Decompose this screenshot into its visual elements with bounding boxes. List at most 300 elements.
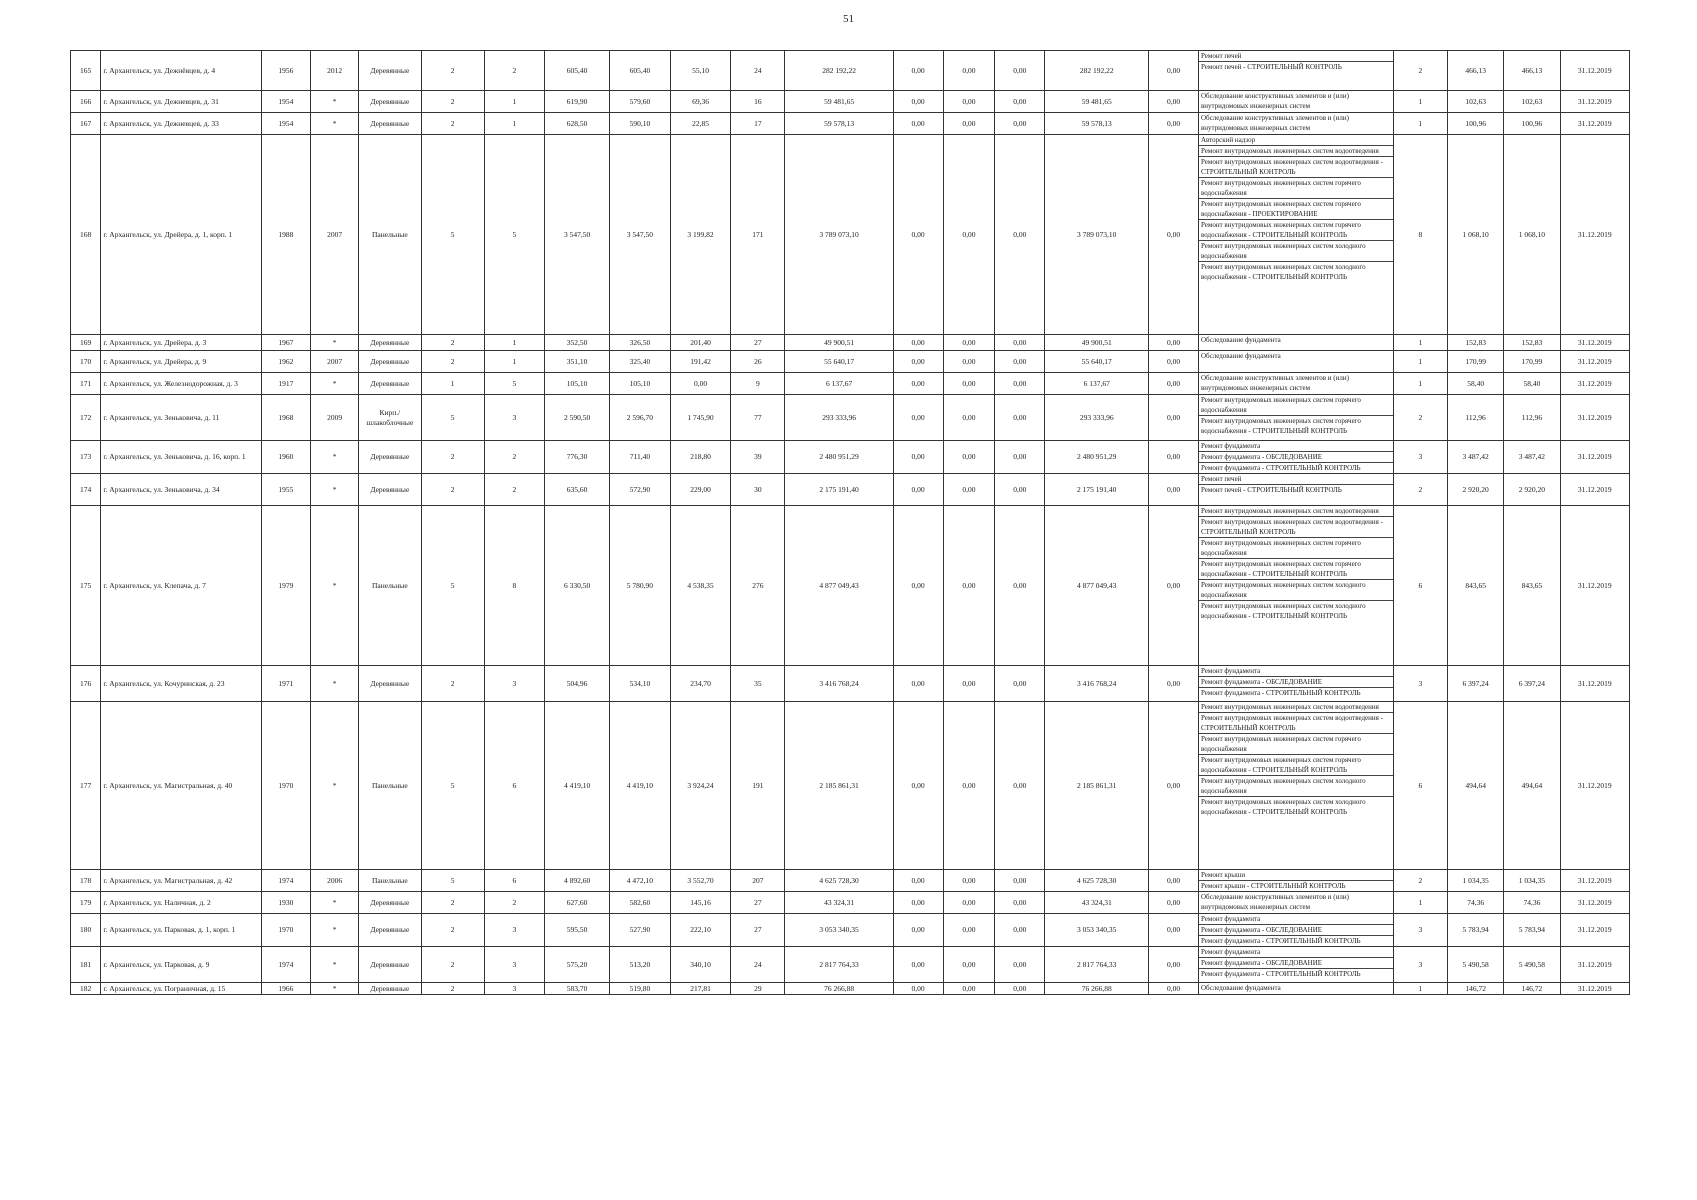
area-nonres-cell: 3 552,70	[670, 870, 731, 892]
fund-local-cell: 0,00	[995, 983, 1045, 995]
area-nonres-cell: 191,42	[670, 351, 731, 373]
address-cell: г. Архангельск, ул. Дрейера, д. 9	[101, 351, 261, 373]
unit-cost-cell: 152,83	[1447, 335, 1503, 351]
area-total-cell: 105,10	[545, 373, 610, 395]
deadline-cell: 31.12.2019	[1560, 51, 1629, 91]
area-residential-cell: 527,90	[610, 914, 671, 947]
table-row	[71, 506, 1630, 666]
fund-other-cell: 0,00	[1149, 441, 1199, 474]
fund-owners-cell: 43 324,31	[1045, 892, 1149, 914]
fund-owners-cell: 282 192,22	[1045, 51, 1149, 91]
area-nonres-cell: 340,10	[670, 947, 731, 983]
fund-region-cell: 0,00	[943, 441, 995, 474]
fund-owners-cell: 2 817 764,33	[1045, 947, 1149, 983]
fund-federal-cell: 0,00	[893, 474, 943, 506]
row-number: 182	[71, 983, 101, 995]
works-count-cell: 8	[1393, 135, 1447, 335]
year-overhaul-cell: 2006	[311, 870, 359, 892]
works-list-cell	[1198, 474, 1393, 506]
fund-local-cell: 0,00	[995, 506, 1045, 666]
entrances-cell: 1	[484, 351, 545, 373]
residents-cell: 35	[731, 666, 785, 702]
unit-cost-cell: 102,63	[1447, 91, 1503, 113]
area-nonres-cell: 69,36	[670, 91, 731, 113]
work-item: Ремонт внутридомовых инженерных систем водоотведения	[1199, 146, 1393, 157]
deadline-cell: 31.12.2019	[1560, 892, 1629, 914]
row-number: 174	[71, 474, 101, 506]
fund-owners-cell: 3 416 768,24	[1045, 666, 1149, 702]
area-nonres-cell: 3 924,24	[670, 702, 731, 870]
fund-federal-cell: 0,00	[893, 441, 943, 474]
works-list-cell	[1198, 51, 1393, 91]
area-total-cell: 595,50	[545, 914, 610, 947]
works-list-cell	[1198, 506, 1393, 666]
works-list-cell	[1198, 395, 1393, 441]
fund-region-cell: 0,00	[943, 702, 995, 870]
cost-total-cell: 2 175 191,40	[785, 474, 893, 506]
entrances-cell: 3	[484, 983, 545, 995]
unit-cost-cell: 6 397,24	[1447, 666, 1503, 702]
year-built-cell: 1968	[261, 395, 311, 441]
year-overhaul-cell: 2012	[311, 51, 359, 91]
works-count-cell: 2	[1393, 870, 1447, 892]
fund-owners-cell: 59 481,65	[1045, 91, 1149, 113]
fund-other-cell: 0,00	[1149, 870, 1199, 892]
fund-federal-cell: 0,00	[893, 983, 943, 995]
work-item: Ремонт фундамента - ОБСЛЕДОВАНИЕ	[1199, 958, 1393, 969]
year-built-cell: 1954	[261, 113, 311, 135]
capital-repair-register-table	[70, 50, 1630, 995]
fund-federal-cell: 0,00	[893, 373, 943, 395]
residents-cell: 276	[731, 506, 785, 666]
year-overhaul-cell: *	[311, 441, 359, 474]
works-list-cell	[1198, 135, 1393, 335]
table-body	[71, 51, 1630, 995]
work-item: Ремонт внутридомовых инженерных систем горячего водоснабжения - СТРОИТЕЛЬНЫЙ КОНТРОЛЬ	[1199, 559, 1393, 580]
fund-owners-cell: 49 900,51	[1045, 335, 1149, 351]
residents-cell: 207	[731, 870, 785, 892]
wall-material-cell: Деревянные	[358, 441, 421, 474]
fund-owners-cell: 4 877 049,43	[1045, 506, 1149, 666]
residents-cell: 30	[731, 474, 785, 506]
fund-federal-cell: 0,00	[893, 395, 943, 441]
works-list-cell	[1198, 373, 1393, 395]
area-total-cell: 351,10	[545, 351, 610, 373]
fund-owners-cell: 2 480 951,29	[1045, 441, 1149, 474]
area-nonres-cell: 218,80	[670, 441, 731, 474]
residents-cell: 29	[731, 983, 785, 995]
fund-region-cell: 0,00	[943, 51, 995, 91]
area-residential-cell: 325,40	[610, 351, 671, 373]
deadline-cell: 31.12.2019	[1560, 474, 1629, 506]
year-overhaul-cell: *	[311, 91, 359, 113]
fund-other-cell: 0,00	[1149, 892, 1199, 914]
floors-cell: 2	[421, 113, 484, 135]
area-total-cell: 776,30	[545, 441, 610, 474]
fund-federal-cell: 0,00	[893, 870, 943, 892]
works-count-cell: 1	[1393, 351, 1447, 373]
area-residential-cell: 572,90	[610, 474, 671, 506]
year-overhaul-cell: *	[311, 914, 359, 947]
deadline-cell: 31.12.2019	[1560, 666, 1629, 702]
floors-cell: 2	[421, 892, 484, 914]
year-built-cell: 1974	[261, 947, 311, 983]
work-item: Ремонт фундамента - СТРОИТЕЛЬНЫЙ КОНТРОЛЬ	[1200, 970, 1361, 978]
floors-cell: 2	[421, 666, 484, 702]
fund-local-cell: 0,00	[995, 702, 1045, 870]
year-overhaul-cell: *	[311, 702, 359, 870]
fund-other-cell: 0,00	[1149, 506, 1199, 666]
area-residential-cell: 513,20	[610, 947, 671, 983]
deadline-cell: 31.12.2019	[1560, 335, 1629, 351]
cost-total-cell: 76 266,88	[785, 983, 893, 995]
fund-other-cell: 0,00	[1149, 914, 1199, 947]
unit-cost-cell: 2 920,20	[1447, 474, 1503, 506]
address-cell: г. Архангельск, ул. Кочуринская, д. 23	[101, 666, 261, 702]
row-number: 175	[71, 506, 101, 666]
fund-federal-cell: 0,00	[893, 335, 943, 351]
area-total-cell: 3 547,50	[545, 135, 610, 335]
work-item: Обследование конструктивных элементов и (или) внутридомовых инженерных систем	[1200, 374, 1349, 392]
fund-federal-cell: 0,00	[893, 947, 943, 983]
floors-cell: 2	[421, 474, 484, 506]
fund-other-cell: 0,00	[1149, 702, 1199, 870]
area-total-cell: 628,50	[545, 113, 610, 135]
area-total-cell: 4 419,10	[545, 702, 610, 870]
fund-region-cell: 0,00	[943, 506, 995, 666]
year-overhaul-cell: *	[311, 335, 359, 351]
address-cell: г. Архангельск, ул. Дежнёвцев, д. 4	[101, 51, 261, 91]
table-row	[71, 892, 1630, 914]
cost-total-cell: 4 625 728,30	[785, 870, 893, 892]
floors-cell: 2	[421, 983, 484, 995]
fund-local-cell: 0,00	[995, 335, 1045, 351]
work-item: Ремонт печей - СТРОИТЕЛЬНЫЙ КОНТРОЛЬ	[1200, 486, 1342, 494]
residents-cell: 9	[731, 373, 785, 395]
year-overhaul-cell: *	[311, 474, 359, 506]
entrances-cell: 2	[484, 51, 545, 91]
unit-cost-max-cell: 102,63	[1504, 91, 1560, 113]
area-residential-cell: 579,60	[610, 91, 671, 113]
area-residential-cell: 582,60	[610, 892, 671, 914]
fund-owners-cell: 3 789 073,10	[1045, 135, 1149, 335]
wall-material-cell: Деревянные	[358, 947, 421, 983]
area-residential-cell: 326,50	[610, 335, 671, 351]
row-number: 170	[71, 351, 101, 373]
fund-region-cell: 0,00	[943, 135, 995, 335]
fund-region-cell: 0,00	[943, 666, 995, 702]
address-cell: г. Архангельск, ул. Дежневцев, д. 31	[101, 91, 261, 113]
work-item: Ремонт фундамента	[1199, 914, 1393, 925]
residents-cell: 26	[731, 351, 785, 373]
residents-cell: 191	[731, 702, 785, 870]
floors-cell: 2	[421, 947, 484, 983]
residents-cell: 27	[731, 892, 785, 914]
address-cell: г. Архангельск, ул. Зеньковича, д. 16, корп. 1	[101, 441, 261, 474]
fund-owners-cell: 3 053 340,35	[1045, 914, 1149, 947]
deadline-cell: 31.12.2019	[1560, 702, 1629, 870]
area-total-cell: 635,60	[545, 474, 610, 506]
unit-cost-cell: 3 487,42	[1447, 441, 1503, 474]
deadline-cell: 31.12.2019	[1560, 870, 1629, 892]
year-built-cell: 1930	[261, 892, 311, 914]
row-number: 180	[71, 914, 101, 947]
work-item: Ремонт фундамента - СТРОИТЕЛЬНЫЙ КОНТРОЛЬ	[1200, 689, 1361, 697]
address-cell: г. Архангельск, ул. Зеньковича, д. 34	[101, 474, 261, 506]
work-item: Ремонт фундамента - ОБСЛЕДОВАНИЕ	[1199, 452, 1393, 463]
work-item: Ремонт внутридомовых инженерных систем горячего водоснабжения - ПРОЕКТИРОВАНИЕ	[1199, 199, 1393, 220]
unit-cost-cell: 466,13	[1447, 51, 1503, 91]
year-overhaul-cell: *	[311, 892, 359, 914]
fund-owners-cell: 2 185 861,31	[1045, 702, 1149, 870]
deadline-cell: 31.12.2019	[1560, 373, 1629, 395]
table-row	[71, 914, 1630, 947]
unit-cost-max-cell: 1 034,35	[1504, 870, 1560, 892]
cost-total-cell: 6 137,67	[785, 373, 893, 395]
unit-cost-max-cell: 494,64	[1504, 702, 1560, 870]
works-list-cell	[1198, 702, 1393, 870]
year-built-cell: 1988	[261, 135, 311, 335]
area-residential-cell: 105,10	[610, 373, 671, 395]
works-count-cell: 1	[1393, 373, 1447, 395]
wall-material-cell: Деревянные	[358, 335, 421, 351]
floors-cell: 2	[421, 51, 484, 91]
fund-local-cell: 0,00	[995, 441, 1045, 474]
cost-total-cell: 282 192,22	[785, 51, 893, 91]
deadline-cell: 31.12.2019	[1560, 113, 1629, 135]
work-item: Авторский надзор	[1199, 135, 1393, 146]
table-row	[71, 947, 1630, 983]
year-built-cell: 1966	[261, 983, 311, 995]
fund-local-cell: 0,00	[995, 135, 1045, 335]
unit-cost-max-cell: 146,72	[1504, 983, 1560, 995]
fund-other-cell: 0,00	[1149, 395, 1199, 441]
wall-material-cell: Деревянные	[358, 51, 421, 91]
wall-material-cell: Деревянные	[358, 914, 421, 947]
entrances-cell: 8	[484, 506, 545, 666]
cost-total-cell: 3 789 073,10	[785, 135, 893, 335]
row-number: 165	[71, 51, 101, 91]
wall-material-cell: Деревянные	[358, 892, 421, 914]
floors-cell: 5	[421, 135, 484, 335]
deadline-cell: 31.12.2019	[1560, 947, 1629, 983]
work-item: Ремонт фундамента	[1199, 441, 1393, 452]
fund-other-cell: 0,00	[1149, 373, 1199, 395]
works-list-cell	[1198, 870, 1393, 892]
unit-cost-max-cell: 2 920,20	[1504, 474, 1560, 506]
area-residential-cell: 2 596,70	[610, 395, 671, 441]
fund-local-cell: 0,00	[995, 91, 1045, 113]
unit-cost-max-cell: 5 490,58	[1504, 947, 1560, 983]
year-overhaul-cell: *	[311, 983, 359, 995]
deadline-cell: 31.12.2019	[1560, 91, 1629, 113]
works-list-cell	[1198, 441, 1393, 474]
work-item: Ремонт внутридомовых инженерных систем горячего водоснабжения	[1199, 734, 1393, 755]
deadline-cell: 31.12.2019	[1560, 914, 1629, 947]
works-list-cell	[1198, 892, 1393, 914]
year-overhaul-cell: 2007	[311, 135, 359, 335]
table-row	[71, 91, 1630, 113]
work-item: Обследование фундамента	[1200, 984, 1281, 992]
area-nonres-cell: 0,00	[670, 373, 731, 395]
works-count-cell: 6	[1393, 702, 1447, 870]
area-total-cell: 627,60	[545, 892, 610, 914]
unit-cost-cell: 1 034,35	[1447, 870, 1503, 892]
fund-region-cell: 0,00	[943, 335, 995, 351]
wall-material-cell: Деревянные	[358, 474, 421, 506]
area-nonres-cell: 4 538,35	[670, 506, 731, 666]
fund-local-cell: 0,00	[995, 395, 1045, 441]
works-count-cell: 2	[1393, 395, 1447, 441]
entrances-cell: 3	[484, 666, 545, 702]
entrances-cell: 6	[484, 702, 545, 870]
unit-cost-cell: 494,64	[1447, 702, 1503, 870]
deadline-cell: 31.12.2019	[1560, 441, 1629, 474]
year-overhaul-cell: 2009	[311, 395, 359, 441]
cost-total-cell: 3 416 768,24	[785, 666, 893, 702]
area-nonres-cell: 201,40	[670, 335, 731, 351]
year-built-cell: 1917	[261, 373, 311, 395]
work-item: Ремонт внутридомовых инженерных систем холодного водоснабжения	[1199, 776, 1393, 797]
fund-region-cell: 0,00	[943, 474, 995, 506]
deadline-cell: 31.12.2019	[1560, 351, 1629, 373]
table-row	[71, 441, 1630, 474]
unit-cost-max-cell: 3 487,42	[1504, 441, 1560, 474]
unit-cost-max-cell: 6 397,24	[1504, 666, 1560, 702]
work-item: Ремонт внутридомовых инженерных систем холодного водоснабжения - СТРОИТЕЛЬНЫЙ КОНТРОЛЬ	[1200, 798, 1366, 816]
year-built-cell: 1974	[261, 870, 311, 892]
fund-federal-cell: 0,00	[893, 702, 943, 870]
fund-federal-cell: 0,00	[893, 51, 943, 91]
deadline-cell: 31.12.2019	[1560, 506, 1629, 666]
deadline-cell: 31.12.2019	[1560, 395, 1629, 441]
unit-cost-max-cell: 100,96	[1504, 113, 1560, 135]
works-list-cell	[1198, 113, 1393, 135]
unit-cost-max-cell: 58,40	[1504, 373, 1560, 395]
work-item: Ремонт внутридомовых инженерных систем водоотведения - СТРОИТЕЛЬНЫЙ КОНТРОЛЬ	[1199, 157, 1393, 178]
entrances-cell: 3	[484, 947, 545, 983]
fund-federal-cell: 0,00	[893, 892, 943, 914]
address-cell: г. Архангельск, ул. Магистральная, д. 40	[101, 702, 261, 870]
area-residential-cell: 590,10	[610, 113, 671, 135]
works-count-cell: 1	[1393, 91, 1447, 113]
fund-owners-cell: 6 137,67	[1045, 373, 1149, 395]
entrances-cell: 5	[484, 135, 545, 335]
area-residential-cell: 711,40	[610, 441, 671, 474]
residents-cell: 27	[731, 335, 785, 351]
cost-total-cell: 3 053 340,35	[785, 914, 893, 947]
floors-cell: 5	[421, 506, 484, 666]
fund-owners-cell: 55 640,17	[1045, 351, 1149, 373]
table-row	[71, 351, 1630, 373]
year-overhaul-cell: *	[311, 947, 359, 983]
deadline-cell: 31.12.2019	[1560, 135, 1629, 335]
works-list-cell	[1198, 91, 1393, 113]
wall-material-cell: Деревянные	[358, 983, 421, 995]
floors-cell: 5	[421, 395, 484, 441]
fund-other-cell: 0,00	[1149, 983, 1199, 995]
entrances-cell: 2	[484, 441, 545, 474]
wall-material-cell: Деревянные	[358, 91, 421, 113]
work-item: Обследование конструктивных элементов и (или) внутридомовых инженерных систем	[1200, 114, 1349, 132]
works-count-cell: 1	[1393, 113, 1447, 135]
area-residential-cell: 4 472,10	[610, 870, 671, 892]
unit-cost-cell: 58,40	[1447, 373, 1503, 395]
residents-cell: 27	[731, 914, 785, 947]
page-number: 51	[843, 13, 854, 25]
year-built-cell: 1956	[261, 51, 311, 91]
table-row	[71, 373, 1630, 395]
work-item: Ремонт фундамента	[1199, 947, 1393, 958]
fund-federal-cell: 0,00	[893, 91, 943, 113]
residents-cell: 16	[731, 91, 785, 113]
fund-other-cell: 0,00	[1149, 947, 1199, 983]
fund-local-cell: 0,00	[995, 51, 1045, 91]
work-item: Ремонт крыши	[1199, 870, 1393, 881]
cost-total-cell: 43 324,31	[785, 892, 893, 914]
unit-cost-cell: 843,65	[1447, 506, 1503, 666]
year-overhaul-cell: 2007	[311, 351, 359, 373]
wall-material-cell: Панельные	[358, 702, 421, 870]
works-list-cell	[1198, 351, 1393, 373]
address-cell: г. Архангельск, ул. Железнодорожная, д. 3	[101, 373, 261, 395]
area-residential-cell: 534,10	[610, 666, 671, 702]
entrances-cell: 5	[484, 373, 545, 395]
work-item: Ремонт фундамента - СТРОИТЕЛЬНЫЙ КОНТРОЛЬ	[1200, 464, 1361, 472]
wall-material-cell: Панельные	[358, 506, 421, 666]
cost-total-cell: 2 185 861,31	[785, 702, 893, 870]
unit-cost-max-cell: 170,99	[1504, 351, 1560, 373]
wall-material-cell: Панельные	[358, 870, 421, 892]
fund-federal-cell: 0,00	[893, 135, 943, 335]
works-list-cell	[1198, 983, 1393, 995]
unit-cost-cell: 1 068,10	[1447, 135, 1503, 335]
works-list-cell	[1198, 914, 1393, 947]
work-item: Ремонт внутридомовых инженерных систем горячего водоснабжения	[1199, 395, 1393, 416]
fund-other-cell: 0,00	[1149, 474, 1199, 506]
fund-region-cell: 0,00	[943, 395, 995, 441]
fund-local-cell: 0,00	[995, 892, 1045, 914]
work-item: Ремонт фундамента	[1199, 666, 1393, 677]
work-item: Ремонт печей	[1199, 474, 1393, 485]
unit-cost-cell: 5 490,58	[1447, 947, 1503, 983]
unit-cost-max-cell: 112,96	[1504, 395, 1560, 441]
unit-cost-cell: 100,96	[1447, 113, 1503, 135]
work-item: Ремонт внутридомовых инженерных систем холодного водоснабжения - СТРОИТЕЛЬНЫЙ КОНТРОЛЬ	[1200, 602, 1366, 620]
cost-total-cell: 49 900,51	[785, 335, 893, 351]
fund-region-cell: 0,00	[943, 983, 995, 995]
area-total-cell: 619,90	[545, 91, 610, 113]
table-row	[71, 395, 1630, 441]
entrances-cell: 1	[484, 335, 545, 351]
row-number: 178	[71, 870, 101, 892]
row-number: 171	[71, 373, 101, 395]
unit-cost-cell: 112,96	[1447, 395, 1503, 441]
area-total-cell: 575,20	[545, 947, 610, 983]
area-total-cell: 504,96	[545, 666, 610, 702]
cost-total-cell: 2 480 951,29	[785, 441, 893, 474]
floors-cell: 2	[421, 335, 484, 351]
work-item: Обследование фундамента	[1200, 352, 1281, 360]
fund-region-cell: 0,00	[943, 892, 995, 914]
row-number: 173	[71, 441, 101, 474]
row-number: 166	[71, 91, 101, 113]
works-count-cell: 2	[1393, 51, 1447, 91]
residents-cell: 77	[731, 395, 785, 441]
wall-material-cell: Деревянные	[358, 113, 421, 135]
works-count-cell: 3	[1393, 947, 1447, 983]
work-item: Ремонт фундамента - ОБСЛЕДОВАНИЕ	[1199, 677, 1393, 688]
